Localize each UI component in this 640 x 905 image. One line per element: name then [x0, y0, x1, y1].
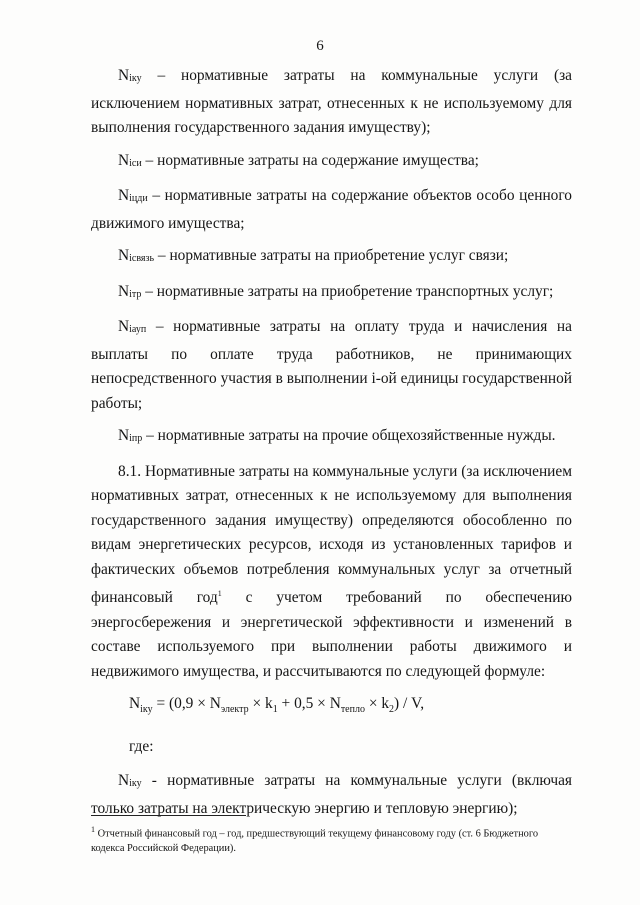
- explanation-text: - нормативные затраты на коммунальные услуги (включая только затраты на электрическую энергию и тепловую энергию);: [91, 772, 572, 817]
- where-label: где:: [129, 737, 154, 755]
- definition-text: – нормативные затраты на приобретение транспортных услуг;: [141, 282, 554, 300]
- definition-text: – нормативные затраты на содержание имущества;: [141, 151, 479, 169]
- cost-symbol: $N_{iсвязь}$: [118, 247, 155, 264]
- cost-symbol: $N_{iауп}$: [118, 318, 147, 335]
- footnote-text: Отчетный финансовый год – год, предшествующий текущему финансовому году (ст. 6 Бюджетного кодекса Российской Федерации).: [91, 828, 539, 855]
- definition-paragraph: [91, 424, 572, 452]
- cost-symbol: $N_{iку}$: [118, 772, 142, 790]
- definition-paragraph: [91, 64, 572, 141]
- page-number: 6: [316, 38, 324, 54]
- footnote-reference: 1: [217, 589, 222, 598]
- definition-text: – нормативные затраты на содержание объектов особо ценного движимого имущества;: [91, 187, 572, 232]
- definition-text: – нормативные затраты на оплату труда и начисления на выплаты по оплате труда работников, не принимающих непосредственного участия в выполнении i-ой единицы государственной работы;: [91, 318, 572, 412]
- definition-paragraph: [91, 244, 572, 272]
- cost-symbol: $N_{iси}$: [118, 151, 142, 169]
- footnote-divider: [91, 815, 246, 816]
- definition-paragraph: [91, 149, 572, 177]
- cost-symbol: $N_{iцди}$: [118, 187, 148, 204]
- clause-8-1: 8.1. Нормативные затраты на коммунальные услуги (за исключением нормативных затрат, отнесенных к не используемому для выполнения государственного задания имуществу) определяются обособленно по видам энергетических ресурсов, исходя из установленных тарифов и фактических объемов потребления коммунальных услуг за отчетный финансовый год$^1$ с учетом требований по обеспечению энергосбережения и энергетической эффективности и изменений в составе используемого при выполнении работы движимого и недвижимого имущества, и рассчитываются по следующей формуле:: [91, 462, 572, 680]
- page-content: [91, 64, 572, 829]
- definition-paragraph: [91, 280, 572, 308]
- explanation-paragraph: [91, 769, 572, 821]
- definition-paragraph: [91, 315, 572, 416]
- footnote: [91, 822, 572, 856]
- cost-symbol: $N_{iпр}$: [118, 427, 143, 444]
- definition-text: – нормативные затраты на коммунальные услуги (за исключением нормативных затрат, отнесенных к не используемому для выполнения государственного задания имуществу);: [91, 67, 572, 136]
- cost-symbol: $N_{iку}$: [118, 67, 142, 84]
- formula: $N_{iку} = (0,9 \times N_{электр} \times k_1 + 0,5 \times N_{тепло} \times k_2) / V$,: [129, 695, 425, 716]
- definition-text: – нормативные затраты на прочие общехозяйственные нужды.: [142, 427, 556, 444]
- footnote-mark: 1: [91, 825, 95, 834]
- cost-symbol: $N_{iтр}$: [118, 282, 142, 300]
- definition-text: – нормативные затраты на приобретение услуг связи;: [154, 247, 509, 264]
- definition-paragraph: [91, 184, 572, 236]
